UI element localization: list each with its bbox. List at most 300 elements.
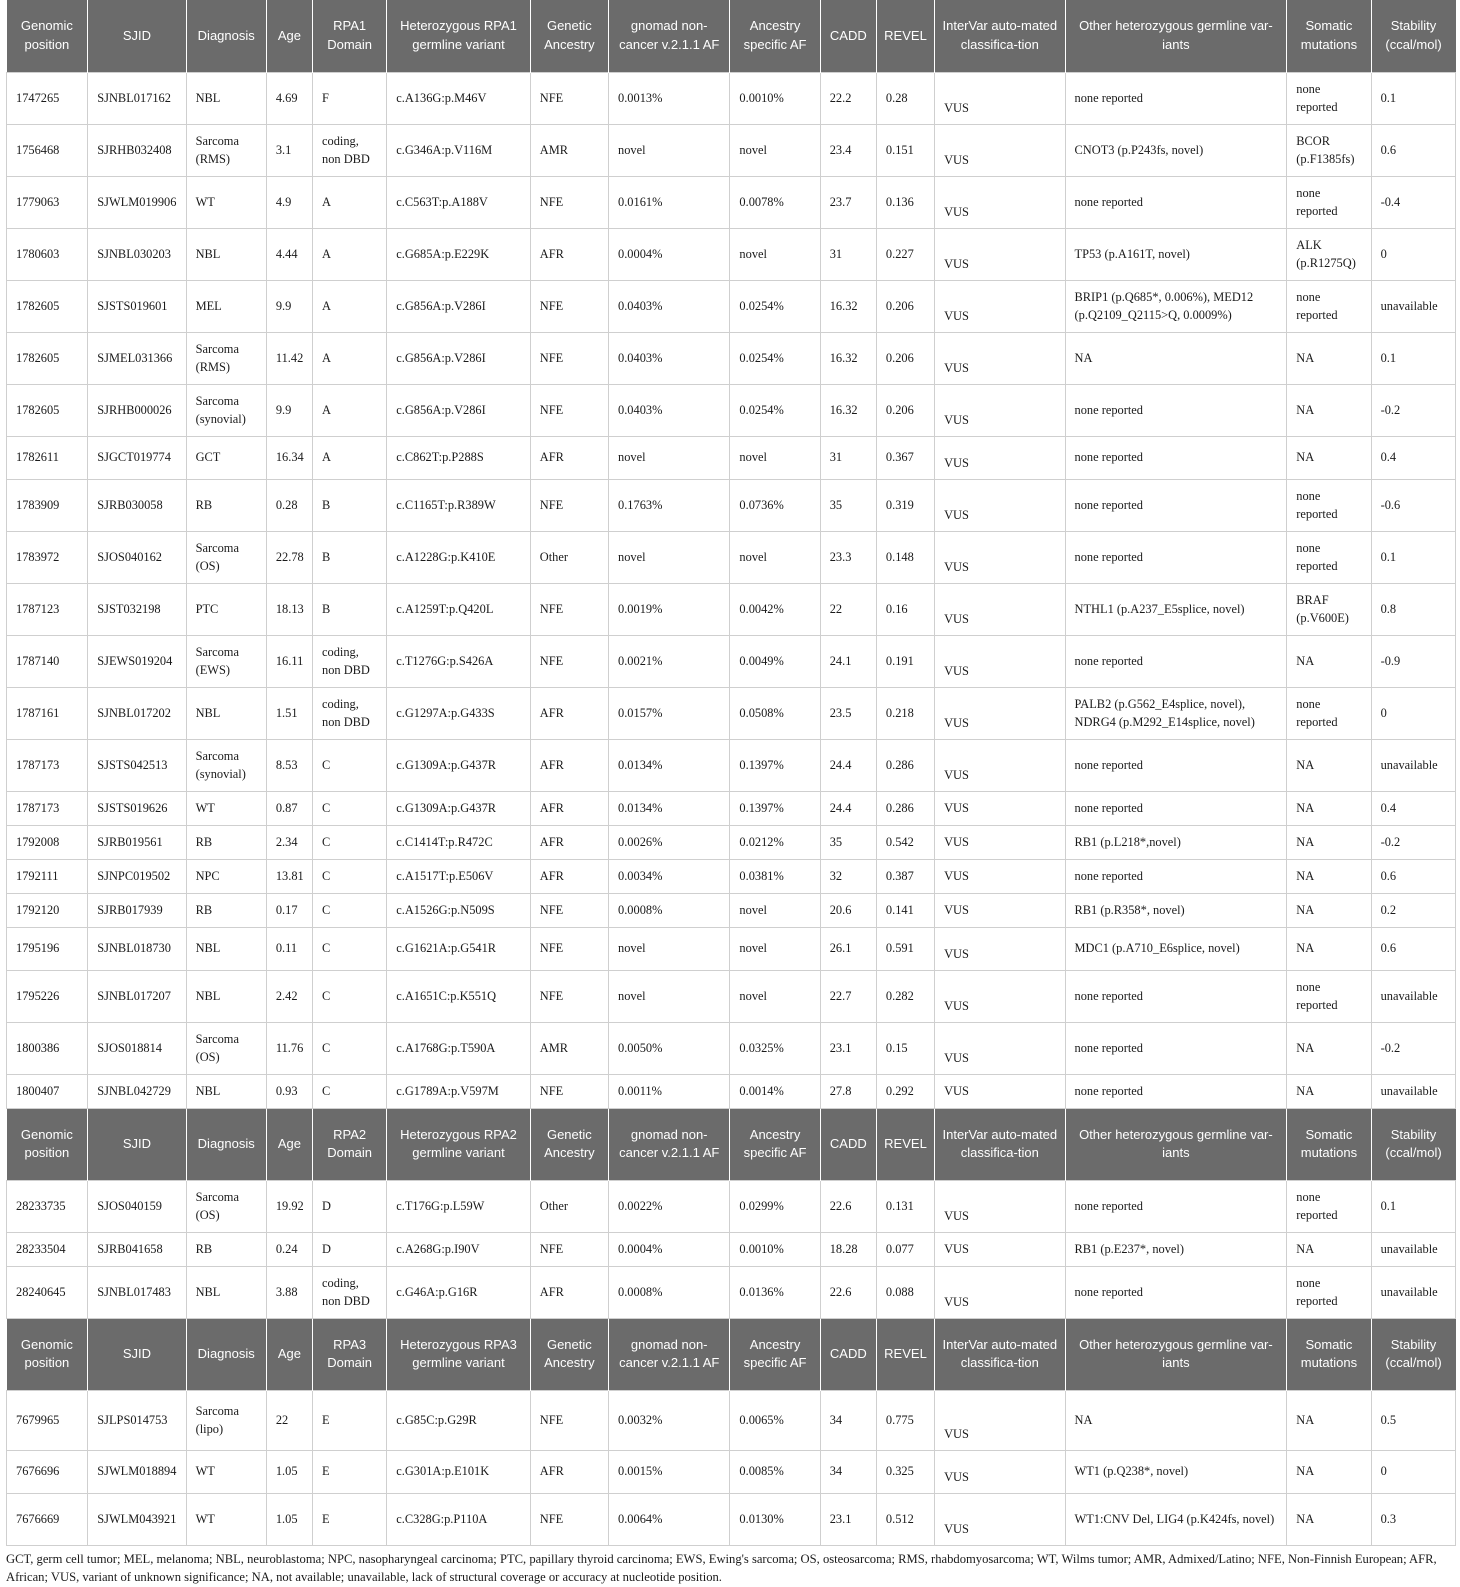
cell-sjid: SJOS040159 [88,1180,186,1232]
cell-revel: 0.206 [876,280,934,332]
cell-germline-variant: c.T176G:p.L59W [387,1180,530,1232]
header-ancestry-af: Ancestry specific AF [730,0,820,72]
cell-genomic-position: 1782605 [7,384,88,436]
cell-genetic-ancestry: NFE [530,384,608,436]
cell-somatic-mutations: NA [1287,384,1371,436]
header-somatic-mutations: Somatic mutations [1287,0,1371,72]
cell-genetic-ancestry: AFR [530,687,608,739]
cell-genetic-ancestry: NFE [530,1074,608,1108]
cell-revel: 0.286 [876,739,934,791]
cell-intervar-classification: VUS [935,1180,1065,1232]
cell-somatic-mutations: none reported [1287,1180,1371,1232]
cell-genomic-position: 1795226 [7,970,88,1022]
cell-genetic-ancestry: AFR [530,228,608,280]
table-row [7,479,1456,531]
table-row [7,927,1456,970]
cell-ancestry-af: 0.0381% [730,859,820,893]
header-intervar-classification: InterVar auto-mated classifica-tion [935,0,1065,72]
cell-cadd: 24.1 [820,635,876,687]
cell-somatic-mutations: NA [1287,1450,1371,1493]
cell-cadd: 27.8 [820,1074,876,1108]
cell-stability: 0.4 [1371,791,1455,825]
cell-age: 22 [266,1390,312,1450]
cell-genetic-ancestry: AFR [530,859,608,893]
cell-gnomad-af: 0.0403% [609,384,730,436]
cell-diagnosis: NBL [186,72,266,124]
cell-somatic-mutations: BCOR (p.F1385fs) [1287,124,1371,176]
cell-age: 1.05 [266,1493,312,1545]
cell-stability: -0.2 [1371,825,1455,859]
cell-genetic-ancestry: AMR [530,124,608,176]
cell-domain: C [313,893,387,927]
cell-diagnosis: NBL [186,1074,266,1108]
cell-other-germline-variants: none reported [1065,739,1287,791]
cell-revel: 0.325 [876,1450,934,1493]
cell-other-germline-variants: none reported [1065,436,1287,479]
cell-ancestry-af: 0.0065% [730,1390,820,1450]
cell-age: 2.42 [266,970,312,1022]
cell-stability: unavailable [1371,1232,1455,1266]
cell-gnomad-af: 0.0021% [609,635,730,687]
cell-diagnosis: Sarcoma (lipo) [186,1390,266,1450]
cell-genomic-position: 28233735 [7,1180,88,1232]
cell-genomic-position: 7679965 [7,1390,88,1450]
table-row [7,791,1456,825]
cell-revel: 0.292 [876,1074,934,1108]
cell-sjid: SJRHB000026 [88,384,186,436]
cell-sjid: SJWLM043921 [88,1493,186,1545]
cell-diagnosis: WT [186,1450,266,1493]
cell-intervar-classification: VUS [935,970,1065,1022]
cell-revel: 0.16 [876,583,934,635]
cell-diagnosis: RB [186,893,266,927]
table-row [7,687,1456,739]
header-domain: RPA2 Domain [313,1108,387,1180]
header-other-germline-variants: Other heterozygous germline var-iants [1065,1108,1287,1180]
cell-somatic-mutations: none reported [1287,479,1371,531]
cell-revel: 0.148 [876,531,934,583]
cell-revel: 0.387 [876,859,934,893]
cell-other-germline-variants: none reported [1065,970,1287,1022]
cell-other-germline-variants: WT1 (p.Q238*, novel) [1065,1450,1287,1493]
cell-sjid: SJNPC019502 [88,859,186,893]
cell-intervar-classification: VUS [935,635,1065,687]
cell-other-germline-variants: none reported [1065,791,1287,825]
cell-cadd: 34 [820,1450,876,1493]
cell-germline-variant: c.C328G:p.P110A [387,1493,530,1545]
cell-cadd: 35 [820,479,876,531]
cell-other-germline-variants: NTHL1 (p.A237_E5splice, novel) [1065,583,1287,635]
cell-diagnosis: WT [186,791,266,825]
cell-ancestry-af: novel [730,124,820,176]
cell-sjid: SJRB017939 [88,893,186,927]
cell-stability: 0.3 [1371,1493,1455,1545]
cell-other-germline-variants: NA [1065,1390,1287,1450]
header-domain: RPA1 Domain [313,0,387,72]
cell-cadd: 24.4 [820,739,876,791]
cell-somatic-mutations: NA [1287,1390,1371,1450]
cell-germline-variant: c.A1768G:p.T590A [387,1022,530,1074]
cell-other-germline-variants: PALB2 (p.G562_E4splice, novel), NDRG4 (p.M292_E14splice, novel) [1065,687,1287,739]
cell-ancestry-af: novel [730,927,820,970]
header-cadd: CADD [820,0,876,72]
cell-genetic-ancestry: NFE [530,583,608,635]
cell-sjid: SJNBL042729 [88,1074,186,1108]
cell-somatic-mutations: NA [1287,332,1371,384]
cell-diagnosis: Sarcoma (OS) [186,1180,266,1232]
cell-somatic-mutations: none reported [1287,531,1371,583]
cell-cadd: 31 [820,228,876,280]
rpa3-header-row [7,1318,1456,1390]
cell-intervar-classification: VUS [935,228,1065,280]
cell-sjid: SJSTS019601 [88,280,186,332]
cell-revel: 0.15 [876,1022,934,1074]
cell-gnomad-af: novel [609,436,730,479]
cell-revel: 0.775 [876,1390,934,1450]
cell-cadd: 16.32 [820,280,876,332]
header-somatic-mutations: Somatic mutations [1287,1318,1371,1390]
cell-revel: 0.367 [876,436,934,479]
cell-domain: A [313,228,387,280]
header-genomic-position: Genomic position [7,1318,88,1390]
cell-revel: 0.218 [876,687,934,739]
header-genomic-position: Genomic position [7,0,88,72]
cell-age: 3.88 [266,1266,312,1318]
cell-ancestry-af: 0.0736% [730,479,820,531]
cell-sjid: SJNBL017162 [88,72,186,124]
cell-sjid: SJRB041658 [88,1232,186,1266]
cell-revel: 0.206 [876,332,934,384]
cell-somatic-mutations: NA [1287,1493,1371,1545]
cell-genetic-ancestry: NFE [530,72,608,124]
cell-germline-variant: c.G856A:p.V286I [387,384,530,436]
cell-genomic-position: 1800386 [7,1022,88,1074]
cell-age: 1.05 [266,1450,312,1493]
cell-diagnosis: GCT [186,436,266,479]
cell-gnomad-af: 0.0026% [609,825,730,859]
cell-genetic-ancestry: NFE [530,1232,608,1266]
cell-genomic-position: 1792008 [7,825,88,859]
cell-germline-variant: c.C1165T:p.R389W [387,479,530,531]
cell-genetic-ancestry: Other [530,1180,608,1232]
cell-revel: 0.191 [876,635,934,687]
cell-stability: -0.6 [1371,479,1455,531]
cell-gnomad-af: 0.0134% [609,739,730,791]
cell-genetic-ancestry: NFE [530,927,608,970]
cell-cadd: 20.6 [820,893,876,927]
cell-other-germline-variants: none reported [1065,384,1287,436]
cell-stability: -0.9 [1371,635,1455,687]
header-cadd: CADD [820,1108,876,1180]
cell-germline-variant: c.C1414T:p.R472C [387,825,530,859]
cell-intervar-classification: VUS [935,583,1065,635]
cell-age: 0.17 [266,893,312,927]
cell-domain: C [313,1074,387,1108]
cell-germline-variant: c.G1309A:p.G437R [387,739,530,791]
header-genetic-ancestry: Genetic Ancestry [530,1318,608,1390]
table-row [7,436,1456,479]
cell-diagnosis: Sarcoma (OS) [186,531,266,583]
cell-genomic-position: 1756468 [7,124,88,176]
cell-somatic-mutations: NA [1287,825,1371,859]
cell-sjid: SJRHB032408 [88,124,186,176]
cell-stability: 0.6 [1371,859,1455,893]
cell-somatic-mutations: NA [1287,1232,1371,1266]
cell-age: 8.53 [266,739,312,791]
cell-age: 19.92 [266,1180,312,1232]
cell-revel: 0.591 [876,927,934,970]
cell-intervar-classification: VUS [935,479,1065,531]
cell-somatic-mutations: NA [1287,436,1371,479]
cell-somatic-mutations: none reported [1287,280,1371,332]
table-row [7,893,1456,927]
cell-domain: A [313,176,387,228]
cell-genomic-position: 1783972 [7,531,88,583]
cell-ancestry-af: 0.0014% [730,1074,820,1108]
cell-sjid: SJWLM019906 [88,176,186,228]
table-row [7,531,1456,583]
cell-age: 16.34 [266,436,312,479]
cell-germline-variant: c.A136G:p.M46V [387,72,530,124]
cell-diagnosis: WT [186,176,266,228]
cell-stability: 0.1 [1371,531,1455,583]
cell-ancestry-af: 0.0130% [730,1493,820,1545]
cell-stability: -0.2 [1371,384,1455,436]
cell-revel: 0.319 [876,479,934,531]
cell-intervar-classification: VUS [935,739,1065,791]
cell-genomic-position: 1780603 [7,228,88,280]
cell-cadd: 22.6 [820,1180,876,1232]
cell-germline-variant: c.G1297A:p.G433S [387,687,530,739]
cell-gnomad-af: 0.0004% [609,1232,730,1266]
cell-stability: 0 [1371,228,1455,280]
cell-age: 0.87 [266,791,312,825]
cell-domain: B [313,479,387,531]
cell-other-germline-variants: none reported [1065,1180,1287,1232]
header-intervar-classification: InterVar auto-mated classifica-tion [935,1318,1065,1390]
table-row [7,1390,1456,1450]
cell-intervar-classification: VUS [935,332,1065,384]
cell-ancestry-af: 0.0010% [730,1232,820,1266]
cell-stability: 0.2 [1371,893,1455,927]
cell-intervar-classification: VUS [935,124,1065,176]
header-gnomad-af: gnomad non-cancer v.2.1.1 AF [609,0,730,72]
cell-revel: 0.077 [876,1232,934,1266]
cell-intervar-classification: VUS [935,893,1065,927]
cell-cadd: 18.28 [820,1232,876,1266]
cell-domain: coding, non DBD [313,1266,387,1318]
cell-germline-variant: c.C563T:p.A188V [387,176,530,228]
cell-cadd: 23.1 [820,1022,876,1074]
cell-sjid: SJNBL018730 [88,927,186,970]
rpa2-header-row [7,1108,1456,1180]
cell-germline-variant: c.A1228G:p.K410E [387,531,530,583]
cell-revel: 0.206 [876,384,934,436]
cell-diagnosis: Sarcoma (OS) [186,1022,266,1074]
cell-genomic-position: 1787173 [7,739,88,791]
cell-genetic-ancestry: NFE [530,280,608,332]
cell-gnomad-af: 0.0019% [609,583,730,635]
cell-intervar-classification: VUS [935,1022,1065,1074]
cell-domain: coding, non DBD [313,635,387,687]
cell-germline-variant: c.G1789A:p.V597M [387,1074,530,1108]
cell-intervar-classification: VUS [935,531,1065,583]
header-ancestry-af: Ancestry specific AF [730,1108,820,1180]
cell-germline-variant: c.G85C:p.G29R [387,1390,530,1450]
cell-gnomad-af: 0.0134% [609,791,730,825]
cell-stability: unavailable [1371,1266,1455,1318]
cell-domain: F [313,72,387,124]
cell-domain: C [313,1022,387,1074]
cell-revel: 0.151 [876,124,934,176]
cell-gnomad-af: novel [609,531,730,583]
cell-genetic-ancestry: Other [530,531,608,583]
cell-cadd: 23.1 [820,1493,876,1545]
cell-revel: 0.542 [876,825,934,859]
cell-stability: 0 [1371,687,1455,739]
cell-revel: 0.141 [876,893,934,927]
cell-genomic-position: 1787173 [7,791,88,825]
cell-ancestry-af: 0.1397% [730,739,820,791]
cell-cadd: 22.2 [820,72,876,124]
cell-intervar-classification: VUS [935,176,1065,228]
cell-genetic-ancestry: NFE [530,1390,608,1450]
cell-gnomad-af: 0.0011% [609,1074,730,1108]
cell-gnomad-af: 0.0157% [609,687,730,739]
table-row [7,176,1456,228]
cell-sjid: SJST032198 [88,583,186,635]
cell-gnomad-af: 0.0008% [609,1266,730,1318]
cell-somatic-mutations: none reported [1287,970,1371,1022]
cell-intervar-classification: VUS [935,927,1065,970]
cell-ancestry-af: 0.0049% [730,635,820,687]
cell-domain: C [313,825,387,859]
header-germline-variant: Heterozygous RPA3 germline variant [387,1318,530,1390]
rpa1-header-row [7,0,1456,72]
cell-somatic-mutations: BRAF (p.V600E) [1287,583,1371,635]
cell-ancestry-af: 0.0042% [730,583,820,635]
table-row [7,1232,1456,1266]
table-row [7,970,1456,1022]
cell-genomic-position: 1747265 [7,72,88,124]
cell-age: 9.9 [266,384,312,436]
cell-genetic-ancestry: AFR [530,739,608,791]
cell-gnomad-af: 0.0008% [609,893,730,927]
cell-gnomad-af: 0.0015% [609,1450,730,1493]
cell-cadd: 22.6 [820,1266,876,1318]
cell-somatic-mutations: none reported [1287,176,1371,228]
cell-diagnosis: WT [186,1493,266,1545]
cell-germline-variant: c.C862T:p.P288S [387,436,530,479]
cell-germline-variant: c.G856A:p.V286I [387,280,530,332]
cell-cadd: 24.4 [820,791,876,825]
cell-intervar-classification: VUS [935,280,1065,332]
cell-revel: 0.136 [876,176,934,228]
cell-sjid: SJLPS014753 [88,1390,186,1450]
table-row [7,72,1456,124]
cell-stability: unavailable [1371,280,1455,332]
cell-diagnosis: NBL [186,687,266,739]
cell-cadd: 23.3 [820,531,876,583]
cell-cadd: 31 [820,436,876,479]
cell-age: 0.93 [266,1074,312,1108]
cell-intervar-classification: VUS [935,791,1065,825]
table-row [7,1450,1456,1493]
cell-sjid: SJSTS019626 [88,791,186,825]
cell-ancestry-af: 0.0085% [730,1450,820,1493]
cell-ancestry-af: 0.0078% [730,176,820,228]
cell-diagnosis: NBL [186,970,266,1022]
cell-gnomad-af: 0.0161% [609,176,730,228]
cell-ancestry-af: 0.0010% [730,72,820,124]
cell-other-germline-variants: NA [1065,332,1287,384]
cell-intervar-classification: VUS [935,1074,1065,1108]
cell-ancestry-af: 0.0508% [730,687,820,739]
cell-genomic-position: 1795196 [7,927,88,970]
cell-age: 1.51 [266,687,312,739]
cell-age: 4.9 [266,176,312,228]
header-revel: REVEL [876,1318,934,1390]
cell-diagnosis: NBL [186,228,266,280]
header-gnomad-af: gnomad non-cancer v.2.1.1 AF [609,1108,730,1180]
header-diagnosis: Diagnosis [186,1108,266,1180]
cell-stability: 0.6 [1371,927,1455,970]
cell-gnomad-af: novel [609,927,730,970]
cell-genomic-position: 28233504 [7,1232,88,1266]
cell-somatic-mutations: NA [1287,859,1371,893]
cell-intervar-classification: VUS [935,1390,1065,1450]
header-revel: REVEL [876,1108,934,1180]
cell-diagnosis: RB [186,1232,266,1266]
cell-other-germline-variants: WT1:CNV Del, LIG4 (p.K424fs, novel) [1065,1493,1287,1545]
table-row [7,859,1456,893]
cell-genomic-position: 1783909 [7,479,88,531]
cell-gnomad-af: 0.0022% [609,1180,730,1232]
header-genetic-ancestry: Genetic Ancestry [530,1108,608,1180]
cell-genetic-ancestry: NFE [530,332,608,384]
cell-domain: E [313,1390,387,1450]
header-diagnosis: Diagnosis [186,1318,266,1390]
cell-age: 11.42 [266,332,312,384]
table-footnote: GCT, germ cell tumor; MEL, melanoma; NBL, neuroblastoma; NPC, nasopharyngeal carcinoma; PTC, papillary thyroid carcinoma; EWS, Ewing's sarcoma; OS, osteosarcoma; RMS, rhabdomyosarcoma; WT, Wilms tumor; AMR, Admixed/Latino; NFE, Non-Finnish European; AFR, African; VUS, variant of unknown significance; NA, not available; unavailable, lack of structural coverage or accuracy at nucleotide position. [6,1551,1437,1584]
cell-other-germline-variants: CNOT3 (p.P243fs, novel) [1065,124,1287,176]
cell-somatic-mutations: none reported [1287,72,1371,124]
cell-genomic-position: 1787140 [7,635,88,687]
cell-revel: 0.227 [876,228,934,280]
table-row [7,1074,1456,1108]
cell-gnomad-af: 0.0403% [609,332,730,384]
header-cadd: CADD [820,1318,876,1390]
cell-other-germline-variants: none reported [1065,635,1287,687]
cell-diagnosis: MEL [186,280,266,332]
cell-genetic-ancestry: NFE [530,635,608,687]
cell-sjid: SJEWS019204 [88,635,186,687]
cell-other-germline-variants: none reported [1065,1074,1287,1108]
table-row [7,332,1456,384]
cell-other-germline-variants: none reported [1065,1022,1287,1074]
cell-cadd: 23.7 [820,176,876,228]
table-row [7,1180,1456,1232]
table-row [7,583,1456,635]
header-gnomad-af: gnomad non-cancer v.2.1.1 AF [609,1318,730,1390]
cell-domain: B [313,531,387,583]
table-row [7,1266,1456,1318]
cell-germline-variant: c.A1517T:p.E506V [387,859,530,893]
header-genomic-position: Genomic position [7,1108,88,1180]
header-sjid: SJID [88,0,186,72]
document [2,0,1458,1587]
cell-gnomad-af: 0.1763% [609,479,730,531]
